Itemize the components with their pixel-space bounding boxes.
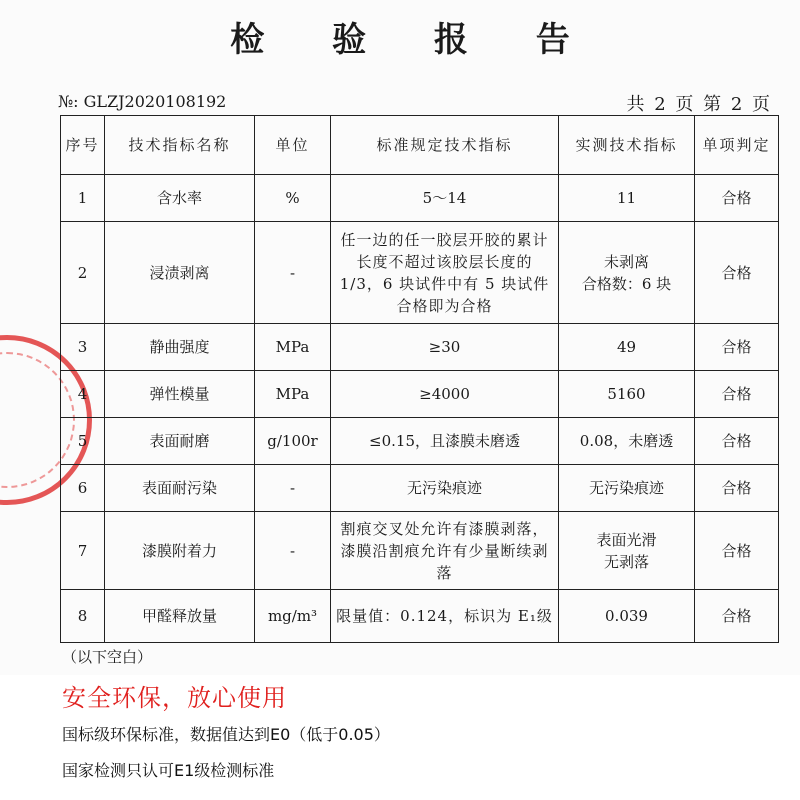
cell-unit: % — [255, 175, 331, 222]
cell-index: 7 — [61, 512, 105, 590]
table-row — [61, 512, 779, 590]
report-number: №: GLZJ2020108192 — [58, 92, 227, 111]
cell-verdict: 合格 — [695, 512, 779, 590]
cell-name: 表面耐磨 — [105, 418, 255, 465]
cell-verdict: 合格 — [695, 222, 779, 324]
cell-verdict: 合格 — [695, 590, 779, 643]
cell-index: 2 — [61, 222, 105, 324]
inspection-table — [60, 115, 779, 643]
header-standard: 标准规定技术指标 — [331, 116, 559, 175]
header-name: 技术指标名称 — [105, 116, 255, 175]
cell-measured: 49 — [559, 324, 695, 371]
cell-unit: MPa — [255, 324, 331, 371]
cell-standard: 限量值：0.124，标识为 E₁级 — [331, 590, 559, 643]
cell-name: 漆膜附着力 — [105, 512, 255, 590]
blank-below-note: （以下空白） — [62, 648, 153, 666]
cell-verdict: 合格 — [695, 371, 779, 418]
cell-unit: g/100r — [255, 418, 331, 465]
table-row — [61, 222, 779, 324]
cell-measured: 0.039 — [559, 590, 695, 643]
header-unit: 单位 — [255, 116, 331, 175]
cell-standard: 5～14 — [331, 175, 559, 222]
cell-unit: - — [255, 512, 331, 590]
cell-verdict: 合格 — [695, 175, 779, 222]
cell-unit: - — [255, 222, 331, 324]
cell-measured: 未剥离 合格数：6 块 — [559, 222, 695, 324]
cell-name: 静曲强度 — [105, 324, 255, 371]
table-row — [61, 175, 779, 222]
cell-unit: - — [255, 465, 331, 512]
cell-name: 浸渍剥离 — [105, 222, 255, 324]
cell-name: 弹性模量 — [105, 371, 255, 418]
header-measured: 实测技术指标 — [559, 116, 695, 175]
cell-index: 5 — [61, 418, 105, 465]
cell-measured: 0.08，未磨透 — [559, 418, 695, 465]
cell-name: 表面耐污染 — [105, 465, 255, 512]
promo-line-2: 国家检测只认可E1级检测标准 — [62, 761, 275, 780]
cell-name: 含水率 — [105, 175, 255, 222]
cell-unit: MPa — [255, 371, 331, 418]
promo-headline: 安全环保，放心使用 — [62, 684, 287, 712]
cell-index: 1 — [61, 175, 105, 222]
cell-index: 8 — [61, 590, 105, 643]
table-header-row — [61, 116, 779, 175]
cell-measured: 无污染痕迹 — [559, 465, 695, 512]
cell-unit: mg/m³ — [255, 590, 331, 643]
cell-standard: 无污染痕迹 — [331, 465, 559, 512]
promo-line-1: 国标级环保标准，数据值达到E0（低于0.05） — [62, 725, 390, 744]
table-row — [61, 465, 779, 512]
cell-measured: 11 — [559, 175, 695, 222]
table-row — [61, 371, 779, 418]
cell-measured: 5160 — [559, 371, 695, 418]
cell-standard: ≤0.15，且漆膜未磨透 — [331, 418, 559, 465]
cell-standard: ≥30 — [331, 324, 559, 371]
cell-standard: ≥4000 — [331, 371, 559, 418]
report-title: 检 验 报 告 — [230, 20, 598, 60]
cell-standard: 割痕交叉处允许有漆膜剥落，漆膜沿割痕允许有少量断续剥落 — [331, 512, 559, 590]
cell-name: 甲醛释放量 — [105, 590, 255, 643]
cell-verdict: 合格 — [695, 324, 779, 371]
table-row — [61, 590, 779, 643]
table-row — [61, 324, 779, 371]
table-row — [61, 418, 779, 465]
cell-measured: 表面光滑 无剥落 — [559, 512, 695, 590]
page-info: 共 2 页 第 2 页 — [626, 94, 772, 115]
cell-index: 3 — [61, 324, 105, 371]
header-index: 序号 — [61, 116, 105, 175]
cell-index: 6 — [61, 465, 105, 512]
cell-verdict: 合格 — [695, 465, 779, 512]
header-verdict: 单项判定 — [695, 116, 779, 175]
cell-standard: 任一边的任一胶层开胶的累计长度不超过该胶层长度的 1/3，6 块试件中有 5 块试件合格即为合格 — [331, 222, 559, 324]
cell-verdict: 合格 — [695, 418, 779, 465]
cell-index: 4 — [61, 371, 105, 418]
